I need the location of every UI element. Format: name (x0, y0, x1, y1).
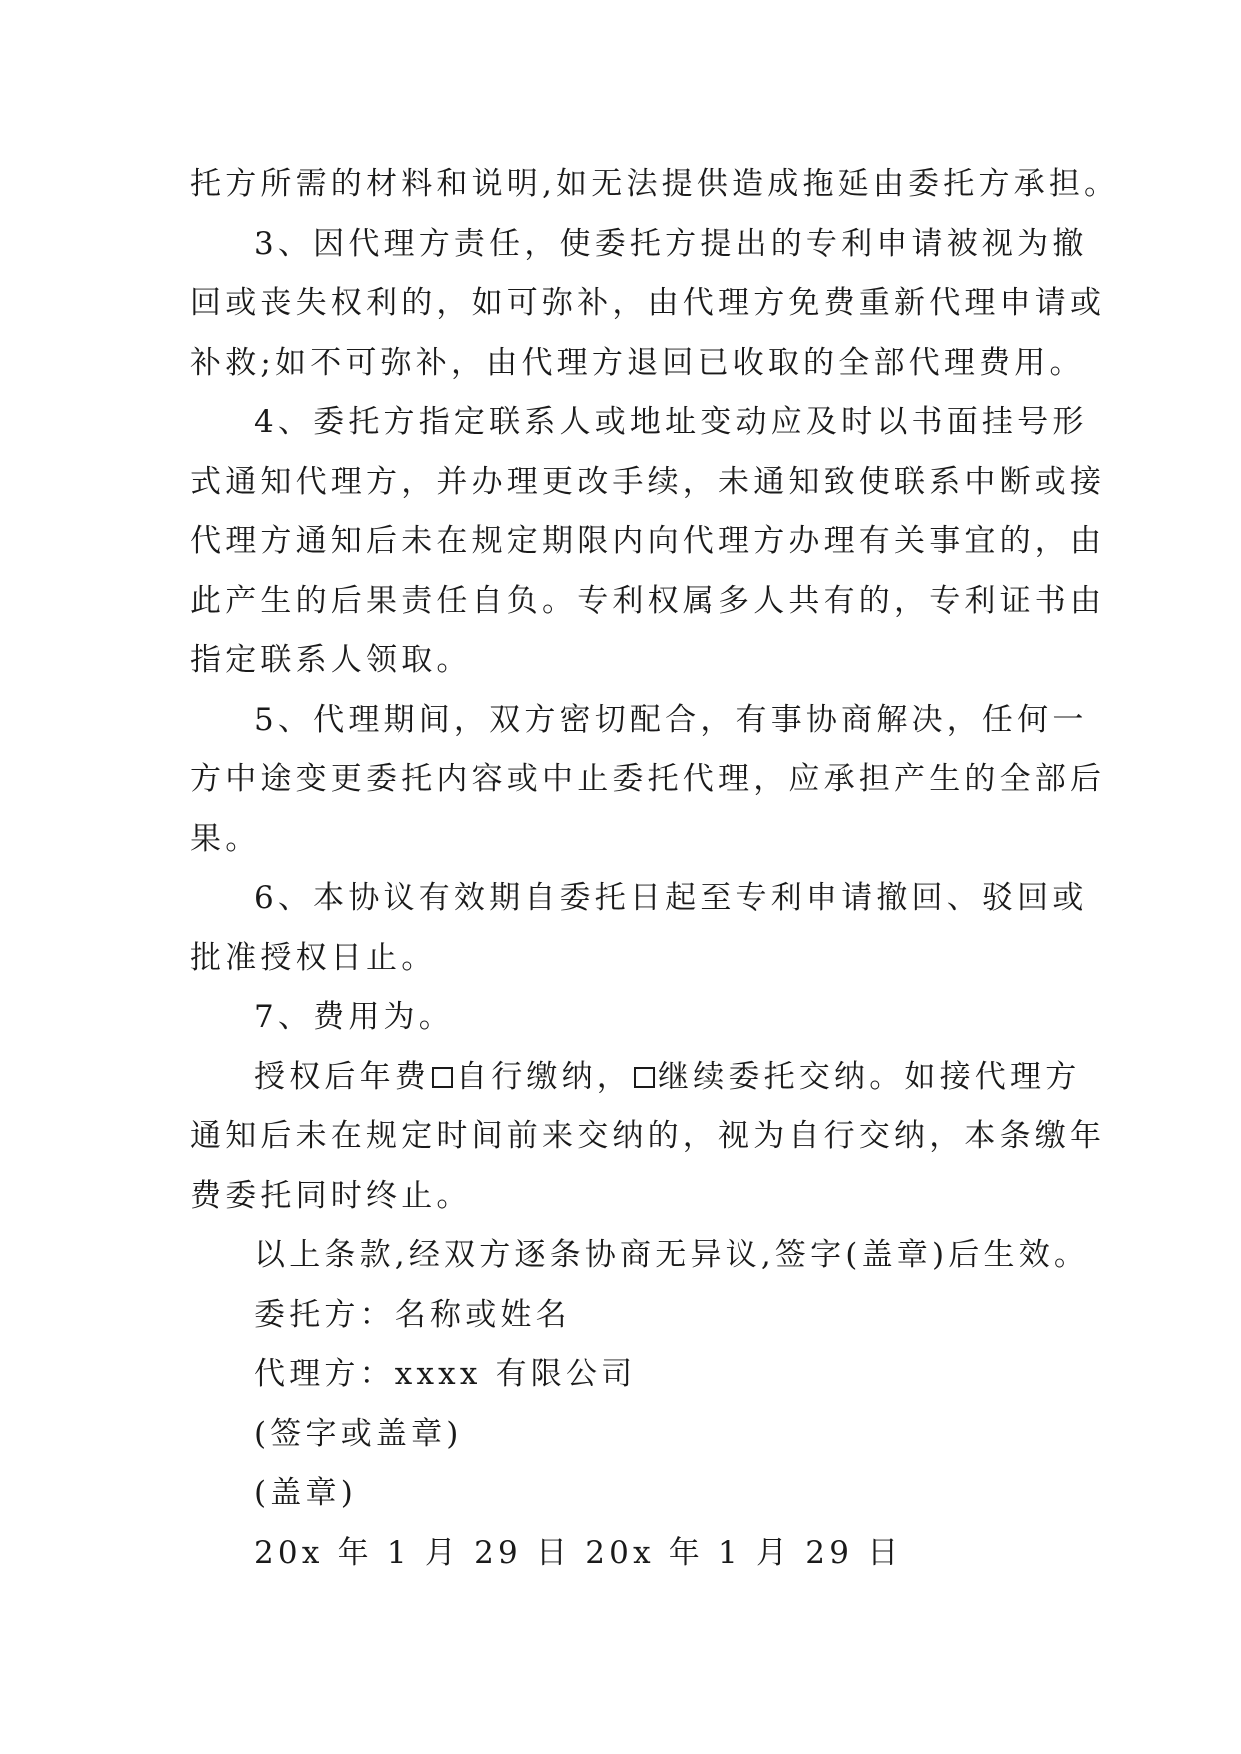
document-body (190, 155, 1120, 988)
text-line: 代理方：xxxx 有限公司 (254, 1356, 637, 1392)
text-line: 回或丧失权利的，如可弥补，由代理方免费重新代理申请或 (190, 285, 1106, 321)
text-line: (盖章) (254, 1475, 357, 1511)
document-page (190, 155, 1120, 1583)
entrust-pay-checkbox[interactable] (634, 1067, 655, 1088)
text-line: 托方所需的材料和说明,如无法提供造成拖延由委托方承担。 (190, 166, 1120, 202)
text-line: 以上条款,经双方逐条协商无异议,签字(盖章)后生效。 (254, 1237, 1090, 1273)
text-line: 20x 年 1 月 29 日 20x 年 1 月 29 日 (254, 1534, 903, 1571)
text-line: 3、因代理方责任，使委托方提出的专利申请被视为撤 (254, 225, 1088, 262)
text-line: 委托方：名称或姓名 (254, 1296, 571, 1333)
self-pay-label: 自行缴纳， (456, 1058, 632, 1095)
text-line: 5、代理期间，双方密切配合，有事协商解决，任何一 (254, 701, 1088, 738)
text-line: 批准授权日止。 (190, 939, 437, 976)
text-line: 4、委托方指定联系人或地址变动应及时以书面挂号形 (254, 404, 1088, 440)
document-footer (190, 1107, 1106, 1583)
text-line: 补救;如不可弥补，由代理方退回已收取的全部代理费用。 (190, 344, 1085, 381)
text-line: 此产生的后果责任自负。专利权属多人共有的，专利证书由 (190, 582, 1106, 619)
text-line: 式通知代理方，并办理更改手续，未通知致使联系中断或接 (190, 463, 1106, 500)
text-line: 费委托同时终止。 (190, 1177, 472, 1214)
text-line: 指定联系人领取。 (190, 642, 472, 678)
entrust-pay-label: 继续委托交纳。如接代理方 (658, 1058, 1081, 1095)
text-line: 方中途变更委托内容或中止委托代理，应承担产生的全部后 (190, 761, 1106, 797)
text-line: 6、本协议有效期自委托日起至专利申请撤回、驳回或 (254, 880, 1088, 916)
annual-fee-prefix: 授权后年费 (254, 1058, 430, 1095)
fee-clause: 7、费用为。 (254, 999, 454, 1035)
annual-fee-line (190, 1048, 1081, 1108)
text-line: 通知后未在规定时间前来交纳的，视为自行交纳，本条缴年 (190, 1118, 1106, 1154)
self-pay-checkbox[interactable] (432, 1067, 453, 1088)
text-line: 代理方通知后未在规定期限内向代理方办理有关事宜的，由 (190, 523, 1106, 559)
text-line: (签字或盖章) (254, 1415, 463, 1452)
text-line: 果。 (190, 820, 261, 857)
